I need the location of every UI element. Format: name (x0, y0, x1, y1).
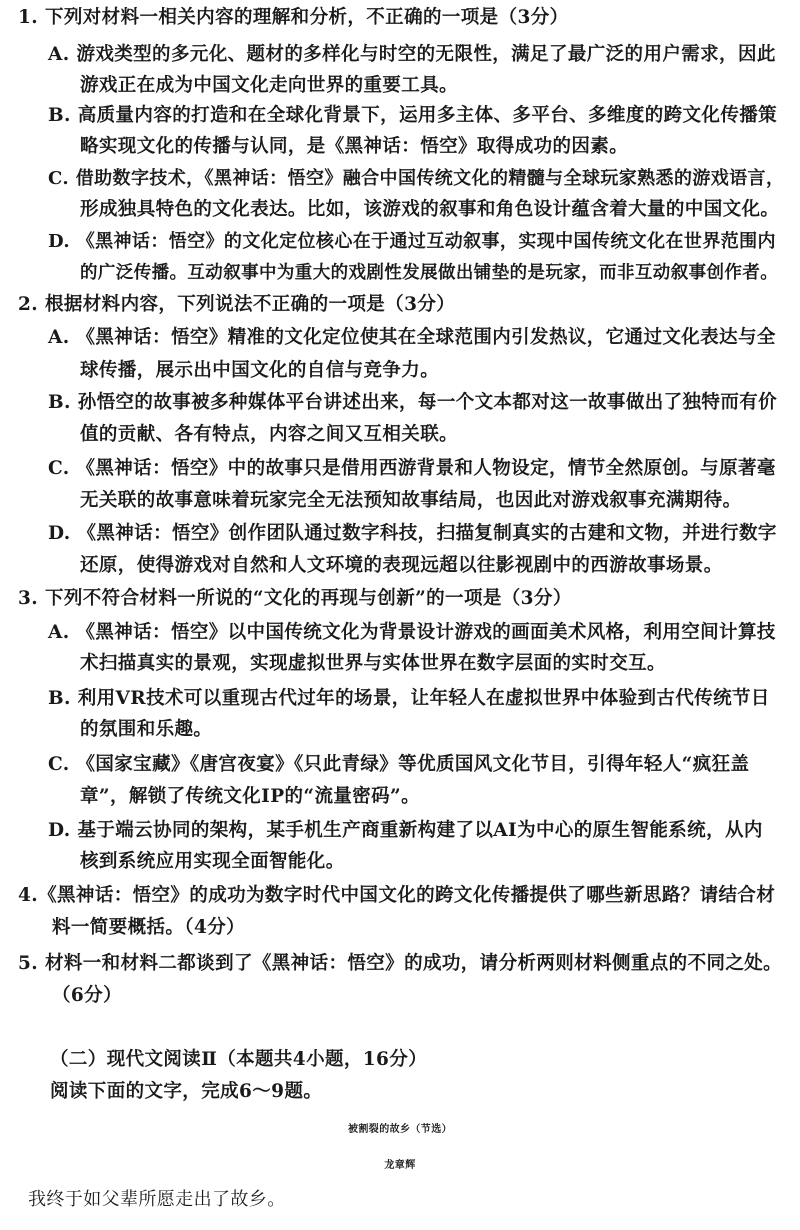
q3-option-b-cont: 的氛围和乐趣。 (80, 719, 213, 740)
question-3-stem: 3. 下列不符合材料一所说的“文化的再现与创新”的一项是（3分） (18, 588, 572, 609)
q2-option-b: B. 孙悟空的故事被多种媒体平台讲述出来，每一个文本都对这一故事做出了独特而有价 (48, 392, 778, 413)
question-2-stem: 2. 根据材料内容，下列说法不正确的一项是（3分） (18, 294, 456, 315)
q2-option-b-cont: 值的贡献、各有特点，内容之间又互相关联。 (80, 424, 459, 445)
q3-option-d-cont: 核到系统应用实现全面智能化。 (80, 851, 345, 872)
question-1-stem: 1. 下列对材料一相关内容的理解和分析，不正确的一项是（3分） (18, 7, 569, 28)
q2-option-c: C. 《黑神话：悟空》中的故事只是借用西游背景和人物设定，情节全然原创。与原著毫 (48, 458, 776, 479)
q3-option-c: C. 《国家宝藏》《唐宫夜宴》《只此青绿》等优质国风文化节目，引得年轻人“疯狂盖 (48, 754, 750, 775)
q2-option-a-cont: 球传播，展示出中国文化的自信与竞争力。 (80, 360, 440, 381)
q3-option-a: A. 《黑神话：悟空》以中国传统文化为背景设计游戏的画面美术风格，利用空间计算技 (48, 622, 776, 643)
section-heading: （二）现代文阅读Ⅱ（本题共4小题，16分） (50, 1049, 428, 1070)
q1-option-d: D. 《黑神话：悟空》的文化定位核心在于通过互动叙事，实现中国传统文化在世界范围内 (48, 231, 776, 252)
q3-option-b: B. 利用VR技术可以重现古代过年的场景，让年轻人在虚拟世界中体验到古代传统节日 (48, 688, 770, 709)
question-4: 4.《黑神话：悟空》的成功为数字时代中国文化的跨文化传播提供了哪些新思路？请结合材 (18, 885, 776, 906)
q2-option-d: D. 《黑神话：悟空》创作团队通过数字科技，扫描复制真实的古建和文物，并进行数字 (48, 523, 777, 544)
question-4-cont: 料一简要概括。（4分） (52, 917, 246, 938)
q1-option-c: C. 借助数字技术，《黑神话：悟空》融合中国传统文化的精髓与全球玩家熟悉的游戏语言， (48, 168, 785, 189)
q2-option-c-cont: 无关联的故事意味着玩家完全无法预知故事结局，也因此对游戏叙事充满期待。 (80, 490, 742, 511)
q1-option-b: B. 高质量内容的打造和在全球化背景下，运用多主体、多平台、多维度的跨文化传播策 (48, 105, 778, 126)
q3-option-c-cont: 章”，解锁了传统文化IP的“流量密码”。 (80, 786, 420, 807)
q1-option-b-cont: 略实现文化的传播与认同，是《黑神话：悟空》取得成功的因素。 (80, 136, 629, 157)
q1-option-a: A. 游戏类型的多元化、题材的多样化与时空的无限性，满足了最广泛的用户需求，因此 (48, 44, 776, 65)
q3-option-a-cont: 术扫描真实的景观，实现虚拟世界与实体世界在数字层面的实时交互。 (80, 653, 666, 674)
passage-author: 龙章辉 (384, 1160, 416, 1171)
q3-option-d: D. 基于端云协同的架构，某手机生产商重新构建了以AI为中心的原生智能系统，从内 (48, 820, 763, 841)
passage-title: 被割裂的故乡（节选） (348, 1124, 452, 1135)
section-instruction: 阅读下面的文字，完成6～9题。 (50, 1081, 323, 1102)
question-5-cont: （6分） (52, 985, 122, 1006)
q1-option-c-cont: 形成独具特色的文化表达。比如，该游戏的叙事和角色设计蕴含着大量的中国文化。 (80, 199, 780, 220)
q1-option-a-cont: 游戏正在成为中国文化走向世界的重要工具。 (80, 75, 459, 96)
q2-option-a: A. 《黑神话：悟空》精准的文化定位使其在全球范围内引发热议，它通过文化表达与全 (48, 327, 776, 348)
question-5: 5. 材料一和材料二都谈到了《黑神话：悟空》的成功，请分析两则材料侧重点的不同之处。 (18, 953, 783, 974)
passage-first-line: 我终于如父辈所愿走出了故乡。 (28, 1189, 286, 1210)
q2-option-d-cont: 还原，使得游戏对自然和人文环境的表现远超以往影视剧中的西游故事场景。 (80, 555, 723, 576)
q1-option-d-cont: 的广泛传播。互动叙事中为重大的戏剧性发展做出铺垫的是玩家，而非互动叙事创作者。 (80, 263, 779, 283)
